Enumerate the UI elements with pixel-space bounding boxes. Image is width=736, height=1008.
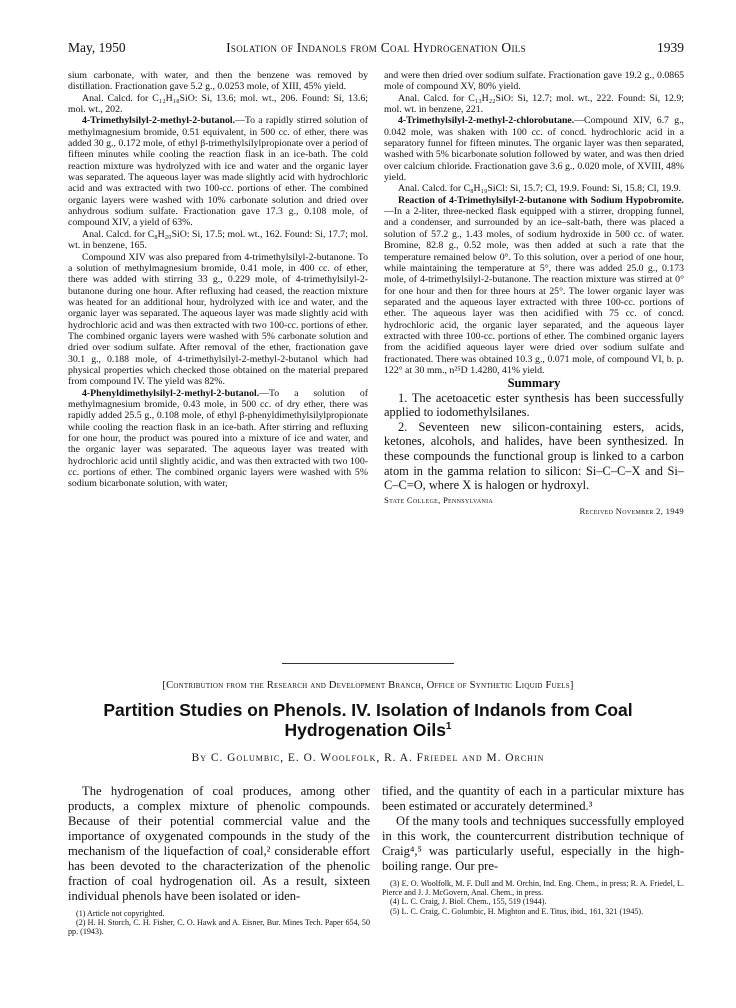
right-column [384, 70, 684, 517]
procedure-paragraph [68, 115, 368, 228]
intro-paragraph: Of the many tools and techniques successfully employed in this work, the countercurrent distribution technique of Craig⁴,⁵ was particularly useful, especially in the high-boiling range. Our pre- [382, 814, 684, 873]
body-left-column [68, 784, 370, 937]
procedure-paragraph [384, 115, 684, 183]
footnotes [68, 909, 370, 937]
left-column [68, 70, 368, 490]
contribution-line: [Contribution from the Research and Development Branch, Office of Synthetic Liquid Fuels] [162, 680, 574, 691]
procedure-text: —To a solution of methylmagnesium bromide, 0.43 mole, in 500 cc. of dry ether, there was rapidly added 25.5 g., 0.108 mole, of ethyl β-phenyldimethylsilylpropionate while cooling the reaction flask in an ice-bath. After stirring and refluxing for one hour, the product was poured into a mixture of ice and water, and the organic layer was separated. The aqueous layer was treated with hydrochloric acid until slightly acidic, and was then extracted with two 100-cc. portions of ether. The combined organic layers were washed with 5% sodium bicarbonate solution, with water, [68, 387, 368, 490]
analysis-paragraph: Anal. Calcd. for C₈H₂₀SiO: Si, 17.5; mol. wt., 162. Found: Si, 17.7; mol. wt. in benzene, 165. [68, 228, 368, 252]
paragraph: sium carbonate, with water, and then the benzene was removed by distillation. Fractionation gave 5.2 g., 0.0253 mole, of XIII, 45% yield. [68, 70, 368, 93]
procedure-paragraph [384, 195, 684, 377]
section-divider [282, 663, 454, 664]
paragraph: and were then dried over sodium sulfate. Fractionation gave 19.2 g., 0.0865 mole of compound XV, 80% yield. [384, 70, 684, 93]
procedure-text: —In a 2-liter, three-necked flask equipped with a stirrer, dropping funnel, and a condenser, and surrounded by an ice–salt-bath, there was placed a solution of 57.2 g., 1.43 moles, of sodium hydroxide in 500 cc. of water. Bromine, 82.8 g., 0.52 mole, was then added at such a rate that the temperature remained below 0°. To this solution, over a period of one hour, while maintaining the temperature at 5°, there was added 25.0 g., 0.173 mole, of 4-trimethylsilyl-2-butanone. The reaction mixture was stirred at 0° for one hour and then for three hours at 25°. The lower organic layer was separated and the aqueous layer extracted with three 100-cc. portions of ether. The aqueous layer was then acidified with 75 cc. of concd. hydrochloric acid, the organic layer separated, and the aqueous layer extracted with three 100-cc. portions of ether. The combined organic layers from the acidified aqueous layer were dried over sodium sulfate and fractionated. There was obtained 10.3 g., 0.071 mole, of compound VI, b. p. 122° at 30 mm., n²⁵D 1.4280, 41% yield. [384, 206, 684, 376]
summary-item: 2. Seventeen new silicon-containing esters, acids, ketones, alcohols, and halides, have been synthesized. In these compounds the functional group is linked to a carbon atom in the gamma relation to silicon: Si–C–C–X and Si–C–C=O, where X is halogen or hydroxyl. [384, 419, 684, 493]
author-location: State College, Pennsylvania [384, 494, 494, 505]
summary-item: 1. The acetoacetic ester synthesis has been successfully applied to iodomethylsilanes. [384, 390, 684, 420]
authors: By C. Golumbic, E. O. Woolfolk, R. A. Friedel and M. Orchin [191, 752, 545, 764]
footnote: (4) L. C. Craig, J. Biol. Chem., 155, 519 (1944). [390, 897, 547, 907]
procedure-paragraph [68, 388, 368, 490]
compound-heading: 4-Trimethylsilyl-2-methyl-2-chlorobutane. [398, 115, 575, 127]
compound-heading: Reaction of 4-Trimethylsilyl-2-butanone with Sodium Hypobromite. [398, 194, 684, 206]
procedure-text: —To a rapidly stirred solution of methylmagnesium bromide, 0.51 equivalent, in 500 cc. of ether, there was added 30 g., 0.172 mole, of ethyl β-trimethylsilylpropionate over a period of fifteen minutes while cooling the reaction flask in an ice-bath. The cold reaction mixture was hydrolyzed with ice and water and the organic layer was separated. The aqueous layer was made slightly acid with hydrochloric acid and was extracted with two 100-cc. portions of ether. The combined organic layers were washed with 10% carbonate solution and dried over anhydrous sodium sulfate. Fractionation gave 17.3 g., 0.108 mole, of compound XIV, a yield of 63%. [68, 115, 368, 229]
page-header [68, 40, 684, 60]
title-footnote-mark: 1 [445, 721, 452, 733]
intro-paragraph: The hydrogenation of coal produces, among other products, a complex mixture of phenolic compounds. Because of their potential commercial value and the importance of oxygenated compounds in the study of the mechanism of the liquefaction of coal,² considerable effort has been devoted to the characterization of the phenolic fraction of coal hydrogenation oil. As a result, sixteen individual phenols have been isolated or iden- [68, 784, 370, 903]
footnote: (5) L. C. Craig, C. Golumbic, H. Mighton and E. Titus, ibid., 161, 321 (1945). [390, 906, 644, 916]
procedure-paragraph: Compound XIV was also prepared from 4-trimethylsilyl-2-butanone. To a solution of methylmagnesium bromide, 0.41 mole, in 400 cc. of ether, there was added with stirring 33 g., 0.229 mole, of 4-trimethylsilyl-2-butanone during one hour. After refluxing had ceased, the reaction mixture was heated for an additional hour, hydrolyzed with ice and water, and the organic layer was separated. The aqueous layer was made slightly acid with hydrochloric acid and was then extracted with two 100-cc. portions of ether. The combined organic layers were washed with 5% carbonate solution and dried over sodium sulfate. After removal of the ether, fractionation gave 30.1 g., 0.188 mole, of 4-trimethylsilyl-2-methyl-2-butanol which had physical properties which checked those obtained on the material prepared from compound IV. The yield was 82%. [68, 251, 368, 388]
page-number: 1939 [657, 40, 684, 55]
summary-heading: Summary [507, 376, 561, 391]
issue-date: May, 1950 [68, 40, 126, 55]
received-date: Received November 2, 1949 [579, 506, 684, 517]
compound-heading: 4-Phenyldimethylsilyl-2-methyl-2-butanol. [82, 387, 260, 399]
procedure-text: —Compound XIV, 6.7 g., 0.042 mole, was shaken with 100 cc. of concd. hydrochloric acid in a separatory funnel for fifteen minutes. The organic layer was then separated, washed with 5% bicarbonate solution followed by water, and was then dried over calcium chloride. Fractionation gave 3.6 g., 0.020 mole, of XVIII, 48% yield. [384, 115, 684, 184]
article-title [60, 700, 676, 740]
analysis-paragraph: Anal. Calcd. for C₈H₁₉SiCl: Si, 15.7; Cl, 19.9. Found: Si, 15.8; Cl, 19.9. [398, 183, 681, 195]
footnote: (2) H. H. Storch, C. H. Fisher, C. O. Hawk and A. Eisner, Bur. Mines Tech. Paper 654, 50 pp. (1943). [68, 918, 370, 937]
summary [384, 391, 684, 493]
analysis-paragraph: Anal. Calcd. for C₁₃H₂₂SiO: Si, 12.7; mol. wt., 222. Found: Si, 12.9; mol. wt. in benzene, 221. [384, 92, 684, 116]
compound-heading: 4-Trimethylsilyl-2-methyl-2-butanol. [82, 115, 236, 127]
article-title-text: Partition Studies on Phenols. IV. Isolation of Indanols from Coal Hydrogenation Oils [103, 700, 633, 740]
footnote: (1) Article not copyrighted. [76, 909, 165, 918]
footnotes [382, 879, 684, 916]
footnote: (3) E. O. Woolfolk, M. F. Dull and M. Orchin, Ind. Eng. Chem., in press; R. A. Friedel, L. Pierce and J. J. McGovern, Anal. Chem., in press. [382, 879, 684, 898]
body-right-column [382, 784, 684, 916]
analysis-paragraph: Anal. Calcd. for C₁₂H₁₈SiO: Si, 13.6; mol. wt., 206. Found: Si, 13.6; mol. wt., 202. [68, 92, 368, 116]
running-title: Isolation of Indanols from Coal Hydrogenation Oils [226, 40, 526, 55]
intro-paragraph: tified, and the quantity of each in a particular mixture has been estimated or accurately determined.³ [382, 784, 684, 813]
